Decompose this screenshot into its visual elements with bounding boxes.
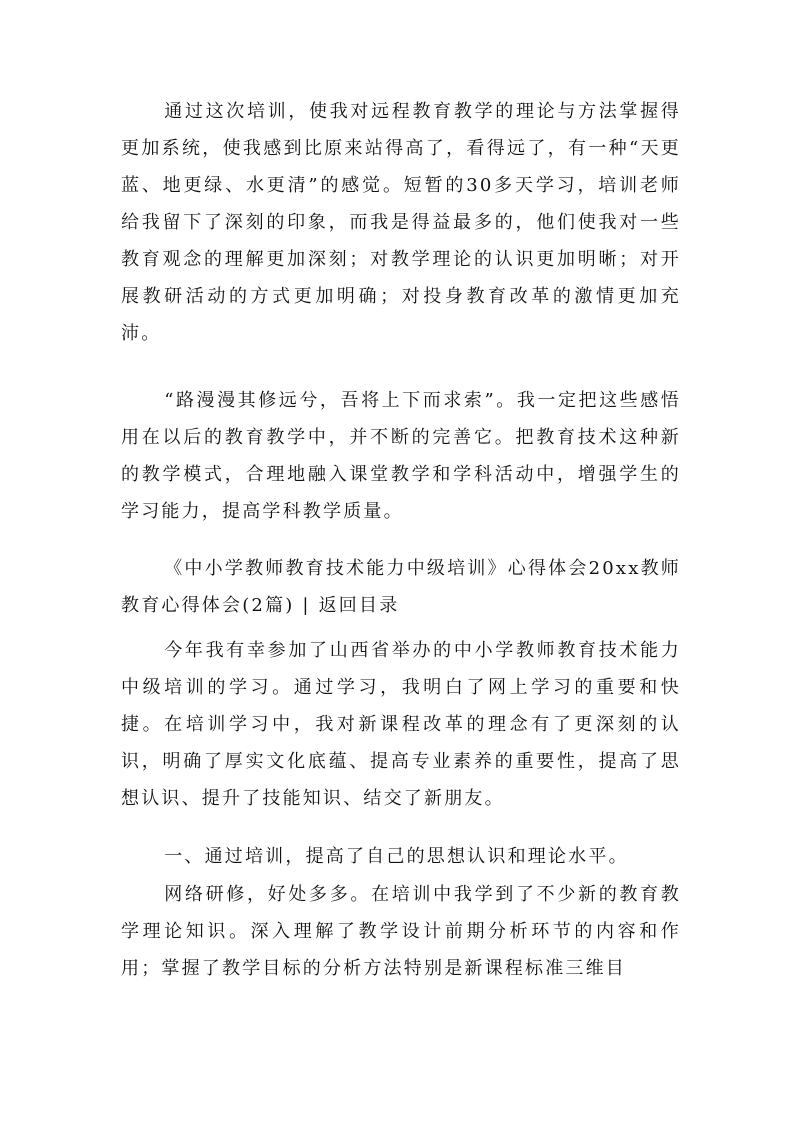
paragraph-online-study: 网络研修，好处多多。在培训中我学到了不少新的教育教学理论知识。深入理解了教学设计前期分析环节的内容和作用；掌握了教学目标的分析方法特别是新课程标准三维目 — [121, 884, 681, 979]
section-heading-link[interactable]: 《中小学教师教育技术能力中级培训》心得体会20xx教师教育心得体会(2篇) | 返回目录 — [121, 558, 681, 616]
paragraph-quote-commitment: “路漫漫其修远兮，吾将上下而求索”。我一定把这些感悟用在以后的教育教学中，并不断的完善它。把教育技术这种新的教学模式，合理地融入课堂教学和学科活动中，增强学生的学习能力，提高学科教学质量。 — [121, 390, 681, 522]
paragraph-training-reflection: 通过这次培训，使我对远程教育教学的理论与方法掌握得更加系统，使我感到比原来站得高了，看得远了，有一种“天更蓝、地更绿、水更清”的感觉。短暂的30多天学习，培训老师给我留下了深刻的印象，而我是得益最多的，他们使我对一些教育观念的理解更加深刻；对教学理论的认识更加明晰；对开展教研活动的方式更加明确；对投身教育改革的激情更加充沛。 — [121, 101, 681, 344]
paragraph-intro-training: 今年我有幸参加了山西省举办的中小学教师教育技术能力中级培训的学习。通过学习，我明白了网上学习的重要和快捷。在培训学习中，我对新课程改革的理念有了更深刻的认识，明确了厚实文化底蕴、提高专业素养的重要性，提高了思想认识、提升了技能知识、结交了新朋友。 — [121, 640, 681, 809]
subheading-point-one: 一、通过培训，提高了自己的思想认识和理论水平。 — [164, 846, 629, 867]
